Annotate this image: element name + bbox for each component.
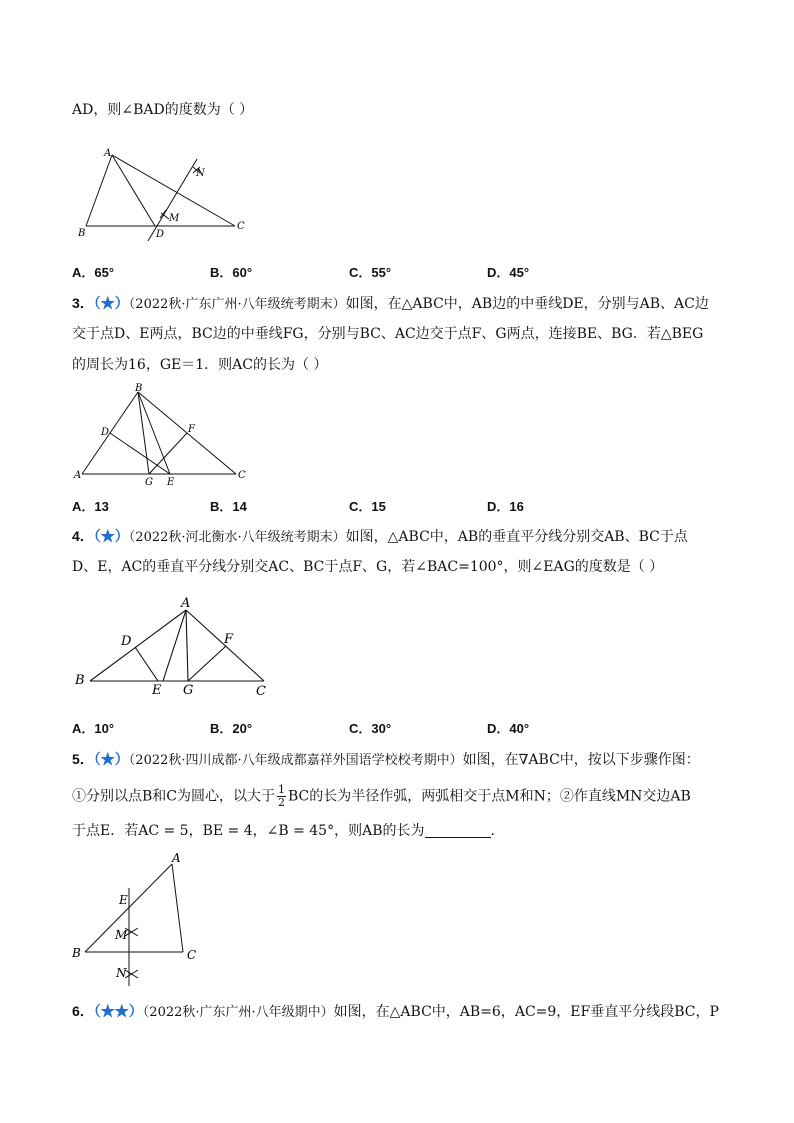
q5-source: （2022秋·四川成都·八年级成都嘉祥外国语学校校考期中） <box>128 753 463 768</box>
q5-label-a: A <box>172 851 181 865</box>
q5-number: 5． <box>72 751 94 767</box>
q5-stem-1: 如图，在∇ABC中，按以下步骤作图： <box>462 752 700 768</box>
q5-stem-2a: ①分别以点B和C为圆心，以大于 <box>72 788 275 805</box>
q4-label-e: E <box>152 683 162 698</box>
q3-line-1 <box>72 293 709 315</box>
q3-option-a[interactable]: A．13 <box>72 499 109 514</box>
q4-label-f: F <box>224 632 234 647</box>
q5-label-n: N <box>116 966 127 980</box>
q3-source: （2022秋·广东广州·八年级统考期末） <box>128 297 346 312</box>
q2-label-d: D <box>156 229 165 240</box>
q5-stem-2b: BC的长为半径作弧，两弧相交于点M和N；②作直线MN交边AB <box>288 788 691 805</box>
q5-label-e: E <box>119 893 128 907</box>
q5-stem-3a: 于点E．若AC = 5，BE = 4，∠B = 45°，则AB的长为 <box>72 823 425 839</box>
q6-source: （2022秋·广东广州·八年级期中） <box>142 1005 334 1020</box>
q4-label-d: D <box>121 634 132 649</box>
q4-line-2: D、E，AC的垂直平分线分别交AC、BC于点F、G，若∠BAC=100°，则∠EAG的度数是（ ） <box>72 559 664 575</box>
q4-option-c[interactable]: C．30° <box>349 721 392 736</box>
q6-difficulty-stars: （★★） <box>93 1004 143 1020</box>
q5-label-b: B <box>72 946 81 960</box>
q6-stem-1: 如图，在△ABC中，AB=6，AC=9，EF垂直平分线段BC，P <box>333 1004 719 1020</box>
q5-line-1 <box>72 749 700 771</box>
q6-number: 6． <box>72 1003 94 1019</box>
q5-label-c: C <box>187 948 197 962</box>
q2-option-b[interactable]: B．60° <box>210 265 253 280</box>
q4-number: 4． <box>72 528 94 544</box>
q5-difficulty-stars: （★） <box>93 752 129 768</box>
q2-label-n: N <box>196 168 205 179</box>
q3-difficulty-stars: （★） <box>93 296 129 312</box>
q2-option-a[interactable]: A．65° <box>72 265 115 280</box>
q4-label-g: G <box>183 683 194 698</box>
q3-stem-1: 如图，在△ABC中，AB边的中垂线DE，分别与AB、AC边 <box>345 296 709 312</box>
q4-option-a[interactable]: A．10° <box>72 721 115 736</box>
q4-line-1 <box>72 526 688 548</box>
q5-line-3 <box>72 821 505 841</box>
q4-source: （2022秋·河北衡水·八年级统考期末） <box>128 530 346 545</box>
q3-label-c: C <box>238 470 246 481</box>
q2-option-d[interactable]: D．45° <box>487 265 530 280</box>
q3-option-d[interactable]: D．16 <box>487 499 524 514</box>
q3-label-f: F <box>188 424 195 435</box>
q2-label-a: A <box>104 148 112 159</box>
q3-line-2: 交于点D、E两点，BC边的中垂线FG，分别与BC、AC边交于点F、G两点，连接BE、BG．若△BEG <box>72 326 704 342</box>
q4-figure <box>70 593 280 701</box>
q4-stem-1: 如图，△ABC中，AB的垂直平分线分别交AB、BC于点 <box>345 529 688 545</box>
q5-line-2 <box>72 784 691 809</box>
q3-label-e: E <box>167 477 175 488</box>
q2-figure <box>70 145 260 245</box>
q3-option-c[interactable]: C．15 <box>349 499 386 514</box>
q5-fraction-numerator: 1 <box>278 783 285 796</box>
q4-option-b[interactable]: B．20° <box>210 721 253 736</box>
q3-label-b: B <box>135 383 143 394</box>
q5-label-m: M <box>115 928 128 942</box>
q3-option-b[interactable]: B．14 <box>210 499 247 514</box>
q4-label-b: B <box>75 673 85 688</box>
q6-line-1 <box>72 1001 719 1023</box>
q3-line-3: 的周长为16，GE＝1．则AC的长为（ ） <box>72 357 328 373</box>
q2-label-m: M <box>169 213 180 224</box>
q4-option-d[interactable]: D．40° <box>487 721 530 736</box>
q2-option-c[interactable]: C．55° <box>349 265 392 280</box>
q4-label-c: C <box>256 684 266 699</box>
q5-fraction-denominator: 2 <box>278 796 285 809</box>
q5-answer-blank[interactable] <box>425 823 491 838</box>
q3-label-a: A <box>74 470 82 481</box>
q3-number: 3． <box>72 295 94 311</box>
q2-label-b: B <box>78 228 86 239</box>
q5-figure <box>68 848 208 986</box>
q3-label-g: G <box>145 477 153 488</box>
q5-fraction <box>277 784 286 809</box>
q2-stem-tail: AD，则∠BAD的度数为（ ） <box>72 102 254 118</box>
q4-label-a: A <box>181 596 191 611</box>
q4-difficulty-stars: （★） <box>93 529 129 545</box>
q2-label-c: C <box>237 221 245 232</box>
q3-label-d: D <box>101 427 110 438</box>
q5-stem-3b: ． <box>490 823 505 839</box>
q3-figure <box>70 382 255 488</box>
